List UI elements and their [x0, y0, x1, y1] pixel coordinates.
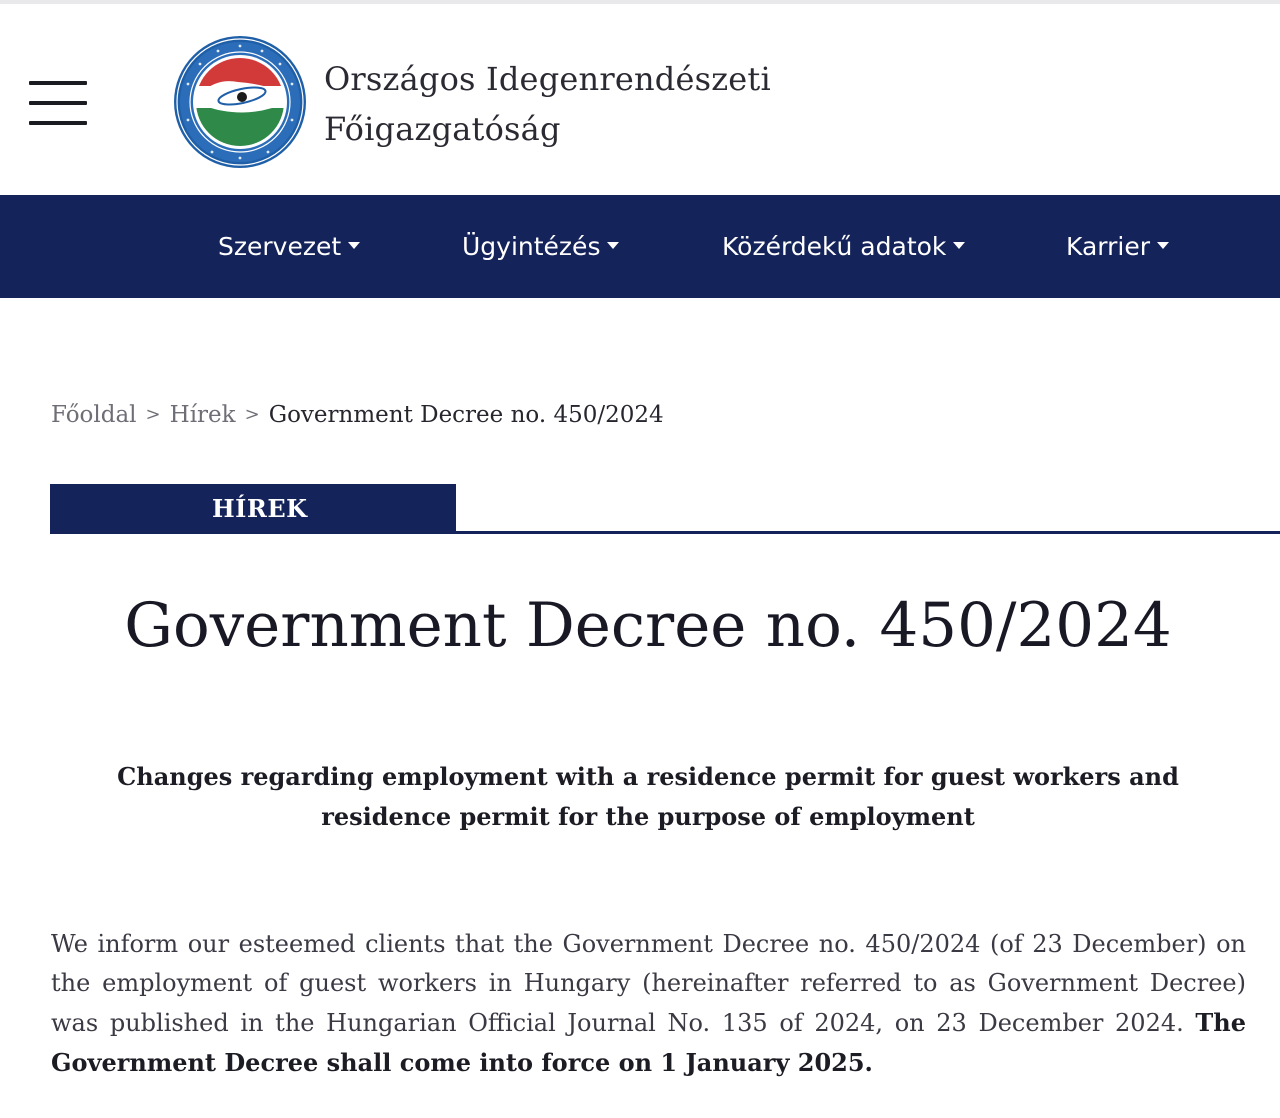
site-header [0, 4, 1280, 194]
breadcrumb-current: Government Decree no. 450/2024 [268, 402, 664, 428]
nav-item-ugyintezes[interactable] [462, 195, 619, 298]
agency-logo[interactable] [172, 34, 308, 170]
article-subtitle: Changes regarding employment with a residence permit for guest workers and residence permit for the purpose of employment [117, 762, 1179, 831]
caret-down-icon [1157, 242, 1169, 249]
section-label: HÍREK [212, 494, 308, 523]
breadcrumb-separator: > [145, 404, 161, 425]
main-navbar [0, 195, 1280, 298]
section-header-tab [50, 484, 456, 534]
nav-item-kozerdeku-adatok[interactable] [722, 195, 965, 298]
org-name-line1: Országos Idegenrendészeti [324, 60, 771, 98]
breadcrumb-home-link[interactable]: Főoldal [51, 402, 137, 428]
breadcrumb-news-link[interactable]: Hírek [169, 402, 236, 428]
org-name-line2: Főigazgatóság [324, 110, 561, 148]
body-text-bold: The Government Decree shall come into force on 1 January 2025. [51, 1008, 1246, 1077]
section-divider [456, 531, 1280, 534]
nav-item-szervezet[interactable] [218, 195, 360, 298]
breadcrumb-separator: > [244, 404, 260, 425]
nav-item-karrier[interactable] [1066, 195, 1169, 298]
nav-item-label: Karrier [1066, 232, 1150, 261]
org-name[interactable] [324, 54, 771, 154]
nav-item-label: Szervezet [218, 232, 342, 261]
body-text-regular: We inform our esteemed clients that the Government Decree no. 450/2024 (of 23 December) on the employment of guest workers in Hungary (hereinafter referred to as Government Decree) was published in the Hungarian Official Journal No. 135 of 2024, on 23 December 2024. [51, 930, 1246, 1037]
caret-down-icon [607, 242, 619, 249]
article-body [51, 925, 1246, 1083]
breadcrumb [51, 402, 664, 428]
caret-down-icon [953, 242, 965, 249]
caret-down-icon [348, 242, 360, 249]
hamburger-menu-icon[interactable] [29, 81, 87, 127]
page-title: Government Decree no. 450/2024 [124, 590, 1172, 661]
nav-item-label: Közérdekű adatok [722, 232, 947, 261]
nav-item-label: Ügyintézés [462, 232, 601, 261]
